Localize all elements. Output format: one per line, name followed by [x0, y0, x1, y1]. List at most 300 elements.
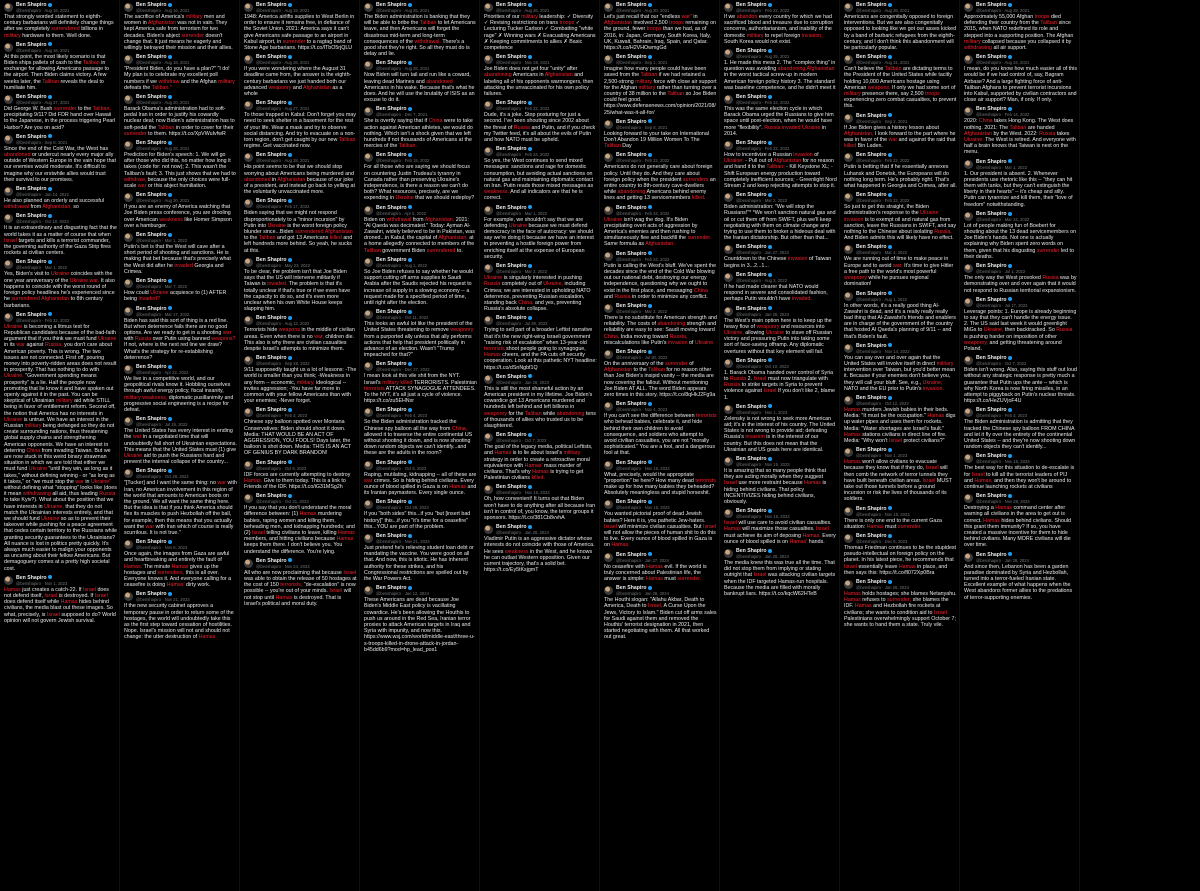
avatar[interactable] — [844, 114, 853, 123]
tweet[interactable] — [724, 191, 837, 241]
tweet[interactable] — [124, 538, 237, 588]
tweet[interactable] — [4, 93, 117, 131]
avatar[interactable] — [604, 402, 613, 411]
author-name[interactable]: Ben Shapiro — [616, 205, 669, 211]
tweet[interactable] — [244, 557, 357, 607]
avatar[interactable] — [484, 316, 493, 325]
author-name[interactable]: Ben Shapiro — [376, 499, 429, 505]
tweet[interactable] — [724, 93, 837, 137]
author-name[interactable]: Ben Shapiro — [856, 506, 910, 512]
tweet[interactable] — [124, 467, 237, 536]
tweet[interactable] — [724, 243, 837, 268]
avatar[interactable] — [484, 206, 493, 215]
avatar[interactable] — [604, 120, 613, 129]
author-name[interactable]: Ben Shapiro — [496, 146, 549, 152]
tweet[interactable] — [244, 492, 357, 555]
avatar[interactable] — [124, 55, 133, 64]
author-name[interactable]: Ben Shapiro — [616, 460, 670, 466]
avatar[interactable] — [604, 586, 613, 595]
author-name[interactable]: Ben Shapiro — [16, 134, 67, 140]
tweet[interactable] — [724, 139, 837, 189]
tweet[interactable] — [604, 250, 717, 300]
avatar[interactable] — [604, 500, 613, 509]
avatar[interactable] — [724, 193, 733, 202]
author-name[interactable]: Ben Shapiro — [496, 54, 550, 60]
avatar[interactable] — [4, 214, 13, 223]
avatar[interactable] — [244, 559, 253, 568]
author-name[interactable]: Ben Shapiro — [256, 558, 310, 564]
avatar[interactable] — [484, 264, 493, 273]
tweet[interactable] — [604, 400, 717, 456]
author-name[interactable]: Ben Shapiro — [736, 2, 789, 8]
author-name[interactable]: Ben Shapiro — [136, 140, 189, 146]
tweet[interactable] — [604, 151, 717, 201]
avatar[interactable] — [484, 485, 493, 494]
avatar[interactable] — [244, 494, 253, 503]
avatar[interactable] — [4, 260, 13, 269]
avatar[interactable] — [604, 55, 613, 64]
tweet[interactable] — [364, 204, 477, 254]
tweet[interactable] — [604, 204, 717, 248]
avatar[interactable] — [124, 233, 133, 242]
avatar[interactable] — [964, 356, 973, 365]
author-name[interactable]: Ben Shapiro — [376, 257, 427, 263]
author-name[interactable]: Ben Shapiro — [976, 263, 1025, 269]
tweet[interactable] — [964, 210, 1077, 260]
author-name[interactable]: Ben Shapiro — [136, 54, 189, 60]
tweet[interactable] — [4, 133, 117, 183]
tweet[interactable] — [724, 403, 837, 453]
tweet[interactable] — [484, 145, 597, 201]
tweet[interactable] — [844, 53, 957, 109]
tweet[interactable] — [124, 590, 237, 640]
avatar[interactable] — [964, 55, 973, 64]
avatar[interactable] — [964, 454, 973, 463]
author-name[interactable]: Ben Shapiro — [976, 297, 1028, 303]
author-name[interactable]: Ben Shapiro — [736, 48, 789, 54]
author-name[interactable]: Ben Shapiro — [856, 2, 909, 8]
avatar[interactable] — [124, 592, 133, 601]
avatar[interactable] — [964, 494, 973, 503]
tweet[interactable] — [604, 302, 717, 346]
author-name[interactable]: Ben Shapiro — [256, 54, 309, 60]
author-name[interactable]: Ben Shapiro — [856, 447, 907, 453]
author-name[interactable]: Ben Shapiro — [136, 2, 189, 8]
avatar[interactable] — [4, 313, 13, 322]
avatar[interactable] — [844, 507, 853, 516]
tweet[interactable] — [364, 360, 477, 404]
avatar[interactable] — [4, 95, 13, 104]
tweet[interactable] — [244, 197, 357, 253]
avatar[interactable] — [724, 549, 733, 558]
tweet[interactable] — [724, 357, 837, 401]
avatar[interactable] — [964, 264, 973, 273]
avatar[interactable] — [604, 153, 613, 162]
avatar[interactable] — [844, 534, 853, 543]
tweet[interactable] — [244, 406, 357, 456]
author-name[interactable]: Ben Shapiro — [856, 54, 909, 60]
author-name[interactable]: Ben Shapiro — [376, 60, 429, 66]
tweet[interactable] — [124, 93, 237, 137]
author-name[interactable]: Ben Shapiro — [16, 186, 69, 192]
author-name[interactable]: Ben Shapiro — [16, 2, 69, 8]
avatar[interactable] — [244, 316, 253, 325]
tweet[interactable] — [484, 262, 597, 312]
avatar[interactable] — [844, 396, 853, 405]
tweet[interactable] — [604, 551, 717, 583]
tweet[interactable] — [364, 532, 477, 582]
author-name[interactable]: Ben Shapiro — [376, 533, 430, 539]
avatar[interactable] — [244, 153, 253, 162]
avatar[interactable] — [724, 457, 733, 466]
avatar[interactable] — [124, 417, 133, 426]
avatar[interactable] — [4, 43, 13, 52]
author-name[interactable]: Ben Shapiro — [136, 591, 190, 597]
author-name[interactable]: Ben Shapiro — [256, 460, 306, 466]
tweet[interactable] — [964, 452, 1077, 490]
avatar[interactable] — [124, 3, 133, 12]
avatar[interactable] — [4, 187, 13, 196]
avatar[interactable] — [604, 3, 613, 12]
avatar[interactable] — [844, 292, 853, 301]
tweet[interactable] — [604, 459, 717, 497]
author-name[interactable]: Ben Shapiro — [856, 291, 907, 297]
tweet[interactable] — [724, 47, 837, 91]
author-name[interactable]: Ben Shapiro — [976, 552, 1029, 558]
tweet[interactable] — [844, 532, 957, 576]
author-name[interactable]: Ben Shapiro — [736, 508, 790, 514]
avatar[interactable] — [4, 135, 13, 144]
tweet[interactable] — [484, 1, 597, 51]
author-name[interactable]: Ben Shapiro — [376, 205, 426, 211]
tweet[interactable] — [4, 185, 117, 210]
tweet[interactable] — [724, 455, 837, 505]
avatar[interactable] — [484, 433, 493, 442]
tweet[interactable] — [724, 547, 837, 597]
tweet[interactable] — [364, 105, 477, 149]
author-name[interactable]: Ben Shapiro — [616, 401, 667, 407]
author-name[interactable]: Ben Shapiro — [496, 315, 548, 321]
avatar[interactable] — [4, 3, 13, 12]
author-name[interactable]: Ben Shapiro — [256, 2, 309, 8]
tweet[interactable] — [604, 53, 717, 116]
author-name[interactable]: Ben Shapiro — [976, 355, 1026, 361]
author-name[interactable]: Ben Shapiro — [376, 309, 428, 315]
avatar[interactable] — [124, 193, 133, 202]
avatar[interactable] — [844, 3, 853, 12]
author-name[interactable]: Ben Shapiro — [736, 456, 790, 462]
avatar[interactable] — [724, 95, 733, 104]
author-name[interactable]: Ben Shapiro — [16, 259, 67, 265]
avatar[interactable] — [964, 107, 973, 116]
tweet[interactable] — [844, 342, 957, 392]
author-name[interactable]: Ben Shapiro — [736, 404, 787, 410]
avatar[interactable] — [724, 245, 733, 254]
avatar[interactable] — [724, 405, 733, 414]
avatar[interactable] — [244, 461, 253, 470]
tweet[interactable] — [244, 99, 357, 149]
tweet[interactable] — [964, 551, 1077, 601]
avatar[interactable] — [364, 258, 373, 267]
tweet[interactable] — [964, 158, 1077, 208]
author-name[interactable]: Ben Shapiro — [856, 533, 907, 539]
avatar[interactable] — [844, 344, 853, 353]
tweet[interactable] — [364, 406, 477, 456]
author-name[interactable]: Ben Shapiro — [856, 152, 909, 158]
avatar[interactable] — [964, 408, 973, 417]
author-name[interactable]: Ben Shapiro — [616, 303, 667, 309]
author-name[interactable]: Ben Shapiro — [616, 552, 669, 558]
tweet[interactable] — [244, 53, 357, 97]
author-name[interactable]: Ben Shapiro — [856, 192, 909, 198]
tweet[interactable] — [964, 105, 1077, 155]
avatar[interactable] — [844, 193, 853, 202]
avatar[interactable] — [484, 375, 493, 384]
author-name[interactable]: Ben Shapiro — [976, 211, 1029, 217]
author-name[interactable]: Ben Shapiro — [496, 484, 550, 490]
avatar[interactable] — [364, 408, 373, 417]
tweet[interactable] — [364, 256, 477, 306]
tweet[interactable] — [484, 431, 597, 481]
avatar[interactable] — [844, 153, 853, 162]
author-name[interactable]: Ben Shapiro — [976, 407, 1027, 413]
author-name[interactable]: Ben Shapiro — [136, 468, 189, 474]
avatar[interactable] — [724, 141, 733, 150]
avatar[interactable] — [604, 252, 613, 261]
avatar[interactable] — [124, 469, 133, 478]
avatar[interactable] — [364, 500, 373, 509]
tweet[interactable] — [724, 305, 837, 355]
avatar[interactable] — [724, 49, 733, 58]
tweet[interactable] — [844, 1, 957, 51]
avatar[interactable] — [724, 3, 733, 12]
tweet[interactable] — [364, 498, 477, 530]
author-name[interactable]: Ben Shapiro — [856, 579, 909, 585]
avatar[interactable] — [124, 307, 133, 316]
tweet[interactable] — [964, 262, 1077, 294]
tweet[interactable] — [124, 305, 237, 361]
tweet[interactable] — [844, 151, 957, 189]
author-name[interactable]: Ben Shapiro — [136, 416, 188, 422]
author-name[interactable]: Ben Shapiro — [136, 364, 188, 370]
author-name[interactable]: Ben Shapiro — [736, 244, 789, 250]
avatar[interactable] — [484, 147, 493, 156]
author-name[interactable]: Ben Shapiro — [136, 232, 187, 238]
avatar[interactable] — [724, 359, 733, 368]
tweet[interactable] — [844, 446, 957, 502]
tweet[interactable] — [484, 483, 597, 521]
author-name[interactable]: Ben Shapiro — [976, 106, 1029, 112]
avatar[interactable] — [124, 365, 133, 374]
author-name[interactable]: Ben Shapiro — [496, 205, 547, 211]
author-name[interactable]: Ben Shapiro — [256, 257, 310, 263]
avatar[interactable] — [604, 206, 613, 215]
avatar[interactable] — [844, 245, 853, 254]
avatar[interactable] — [244, 258, 253, 267]
author-name[interactable]: Ben Shapiro — [616, 585, 669, 591]
tweet[interactable] — [604, 118, 717, 150]
author-name[interactable]: Ben Shapiro — [376, 460, 426, 466]
tweet[interactable] — [124, 1, 237, 51]
author-name[interactable]: Ben Shapiro — [496, 432, 546, 438]
tweet[interactable] — [244, 256, 357, 312]
author-name[interactable]: Ben Shapiro — [256, 315, 309, 321]
author-name[interactable]: Ben Shapiro — [376, 2, 429, 8]
author-name[interactable]: Ben Shapiro — [136, 539, 187, 545]
author-name[interactable]: Ben Shapiro — [496, 2, 549, 8]
author-name[interactable]: Ben Shapiro — [616, 2, 669, 8]
author-name[interactable]: Ben Shapiro — [736, 140, 789, 146]
avatar[interactable] — [604, 461, 613, 470]
tweet[interactable] — [844, 191, 957, 241]
tweet[interactable] — [964, 296, 1077, 352]
avatar[interactable] — [964, 298, 973, 307]
tweet[interactable] — [844, 290, 957, 340]
avatar[interactable] — [964, 553, 973, 562]
tweet[interactable] — [844, 394, 957, 444]
tweet[interactable] — [964, 354, 1077, 404]
avatar[interactable] — [604, 304, 613, 313]
tweet[interactable] — [364, 584, 477, 653]
tweet[interactable] — [364, 59, 477, 103]
avatar[interactable] — [484, 525, 493, 534]
tweet[interactable] — [124, 363, 237, 413]
author-name[interactable]: Ben Shapiro — [976, 54, 1029, 60]
author-name[interactable]: Ben Shapiro — [976, 453, 1030, 459]
avatar[interactable] — [244, 101, 253, 110]
avatar[interactable] — [604, 553, 613, 562]
avatar[interactable] — [124, 279, 133, 288]
author-name[interactable]: Ben Shapiro — [736, 358, 789, 364]
tweet[interactable] — [124, 191, 237, 229]
avatar[interactable] — [604, 350, 613, 359]
author-name[interactable]: Ben Shapiro — [16, 213, 69, 219]
avatar[interactable] — [364, 206, 373, 215]
tweet[interactable] — [4, 1, 117, 39]
author-name[interactable]: Ben Shapiro — [736, 548, 789, 554]
tweet[interactable] — [964, 492, 1077, 548]
tweet[interactable] — [724, 271, 837, 303]
avatar[interactable] — [844, 55, 853, 64]
author-name[interactable]: Ben Shapiro — [16, 312, 69, 318]
avatar[interactable] — [244, 199, 253, 208]
author-name[interactable]: Ben Shapiro — [16, 42, 69, 48]
tweet[interactable] — [964, 53, 1077, 103]
tweet[interactable] — [844, 505, 957, 530]
tweet[interactable] — [484, 53, 597, 97]
tweet[interactable] — [4, 212, 117, 256]
tweet[interactable] — [124, 53, 237, 91]
author-name[interactable]: Ben Shapiro — [376, 106, 427, 112]
avatar[interactable] — [4, 576, 13, 585]
avatar[interactable] — [244, 408, 253, 417]
avatar[interactable] — [844, 448, 853, 457]
tweet[interactable] — [844, 112, 957, 150]
avatar[interactable] — [484, 3, 493, 12]
tweet[interactable] — [4, 41, 117, 91]
tweet[interactable] — [844, 243, 957, 287]
tweet[interactable] — [484, 204, 597, 260]
author-name[interactable]: Ben Shapiro — [256, 493, 309, 499]
avatar[interactable] — [364, 61, 373, 70]
avatar[interactable] — [364, 362, 373, 371]
avatar[interactable] — [364, 586, 373, 595]
author-name[interactable]: Ben Shapiro — [616, 349, 668, 355]
author-name[interactable]: Ben Shapiro — [616, 152, 669, 158]
tweet[interactable] — [244, 151, 357, 195]
tweet[interactable] — [4, 311, 117, 572]
author-name[interactable]: Ben Shapiro — [736, 94, 789, 100]
author-name[interactable]: Ben Shapiro — [256, 152, 309, 158]
avatar[interactable] — [484, 55, 493, 64]
avatar[interactable] — [244, 55, 253, 64]
tweet[interactable] — [4, 574, 117, 624]
author-name[interactable]: Ben Shapiro — [976, 159, 1027, 165]
tweet[interactable] — [484, 373, 597, 429]
tweet[interactable] — [124, 415, 237, 465]
author-name[interactable]: Ben Shapiro — [616, 119, 667, 125]
tweet[interactable] — [604, 348, 717, 398]
avatar[interactable] — [964, 212, 973, 221]
tweet[interactable] — [364, 459, 477, 497]
tweet[interactable] — [484, 314, 597, 370]
author-name[interactable]: Ben Shapiro — [136, 94, 189, 100]
author-name[interactable]: Ben Shapiro — [136, 306, 189, 312]
avatar[interactable] — [124, 141, 133, 150]
author-name[interactable]: Ben Shapiro — [256, 355, 310, 361]
author-name[interactable]: Ben Shapiro — [856, 395, 909, 401]
tweet[interactable] — [964, 406, 1077, 450]
tweet[interactable] — [244, 354, 357, 404]
tweet[interactable] — [364, 1, 477, 57]
author-name[interactable]: Ben Shapiro — [136, 192, 189, 198]
tweet[interactable] — [964, 1, 1077, 51]
author-name[interactable]: Ben Shapiro — [976, 2, 1029, 8]
author-name[interactable]: Ben Shapiro — [736, 272, 787, 278]
avatar[interactable] — [124, 95, 133, 104]
tweet[interactable] — [484, 523, 597, 573]
author-name[interactable]: Ben Shapiro — [16, 575, 67, 581]
author-name[interactable]: Ben Shapiro — [616, 251, 669, 257]
avatar[interactable] — [844, 580, 853, 589]
avatar[interactable] — [484, 101, 493, 110]
author-name[interactable]: Ben Shapiro — [976, 493, 1030, 499]
tweet[interactable] — [484, 99, 597, 143]
author-name[interactable]: Ben Shapiro — [616, 499, 670, 505]
tweet[interactable] — [724, 507, 837, 545]
author-name[interactable]: Ben Shapiro — [16, 94, 69, 100]
avatar[interactable] — [244, 356, 253, 365]
avatar[interactable] — [964, 3, 973, 12]
author-name[interactable]: Ben Shapiro — [376, 361, 430, 367]
author-name[interactable]: Ben Shapiro — [136, 278, 187, 284]
avatar[interactable] — [724, 307, 733, 316]
avatar[interactable] — [244, 3, 253, 12]
author-name[interactable]: Ben Shapiro — [856, 113, 907, 119]
author-name[interactable]: Ben Shapiro — [496, 100, 549, 106]
tweet[interactable] — [124, 277, 237, 302]
avatar[interactable] — [364, 461, 373, 470]
author-name[interactable]: Ben Shapiro — [496, 263, 547, 269]
avatar[interactable] — [124, 540, 133, 549]
avatar[interactable] — [364, 153, 373, 162]
author-name[interactable]: Ben Shapiro — [496, 524, 549, 530]
avatar[interactable] — [364, 3, 373, 12]
tweet[interactable] — [604, 1, 717, 51]
author-name[interactable]: Ben Shapiro — [256, 407, 307, 413]
avatar[interactable] — [364, 534, 373, 543]
tweet[interactable] — [4, 258, 117, 308]
